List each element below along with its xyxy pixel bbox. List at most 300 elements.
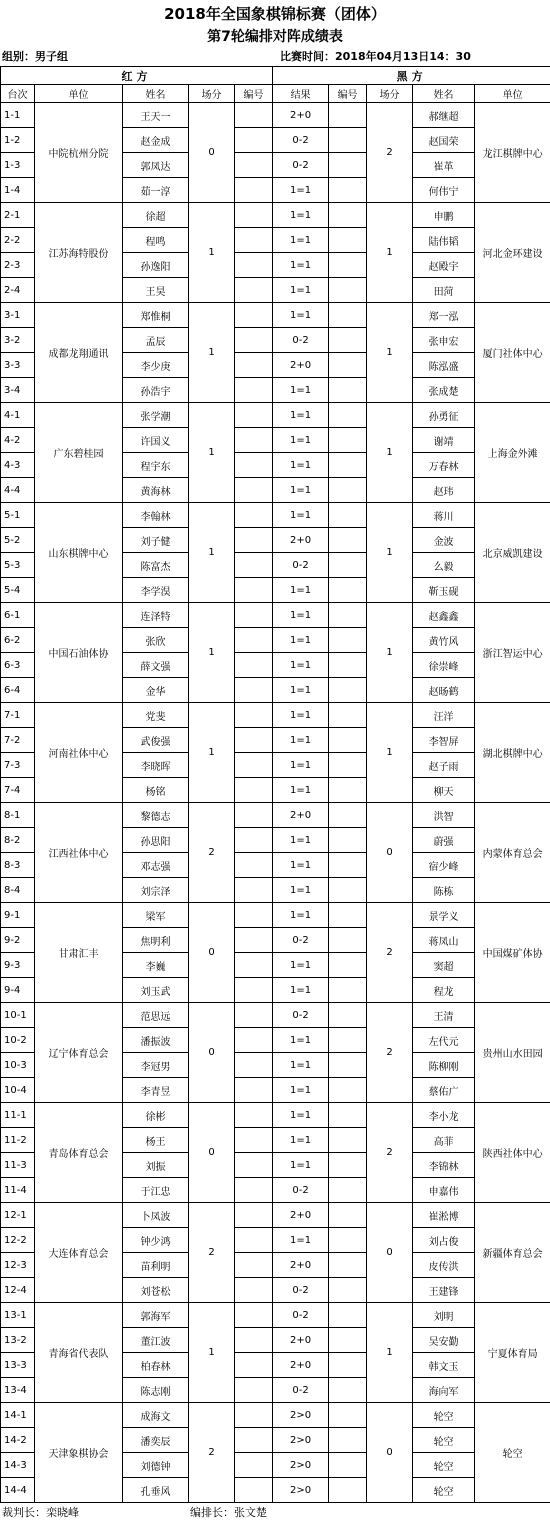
red-player-number <box>235 253 273 278</box>
board-row <box>1 403 550 428</box>
black-match-score: 1 <box>367 503 413 603</box>
board-row <box>1 1403 550 1428</box>
board-number: 6-2 <box>1 628 35 653</box>
column-header-row <box>1 85 550 103</box>
black-match-score: 1 <box>367 603 413 703</box>
side-header-row <box>1 67 550 85</box>
red-match-score: 2 <box>189 1203 235 1303</box>
red-player: 孙浩宇 <box>123 378 189 403</box>
board-number: 11-3 <box>1 1153 35 1178</box>
black-player: 申鹏 <box>413 203 475 228</box>
red-player: 张学潮 <box>123 403 189 428</box>
board-result: 1=1 <box>273 778 329 803</box>
black-match-score: 0 <box>367 1403 413 1503</box>
board-number: 2-2 <box>1 228 35 253</box>
red-player-number <box>235 1128 273 1153</box>
board-number: 12-2 <box>1 1228 35 1253</box>
board-number: 10-4 <box>1 1078 35 1103</box>
red-player: 成海文 <box>123 1403 189 1428</box>
board-number: 3-1 <box>1 303 35 328</box>
red-team: 大连体育总会 <box>35 1203 123 1303</box>
black-player-number <box>329 853 367 878</box>
board-number: 14-4 <box>1 1478 35 1503</box>
red-player-number <box>235 428 273 453</box>
red-player-number <box>235 1253 273 1278</box>
board-number: 7-4 <box>1 778 35 803</box>
board-number: 8-2 <box>1 828 35 853</box>
black-player: 孙勇征 <box>413 403 475 428</box>
red-player-number <box>235 703 273 728</box>
black-player: 郑一泓 <box>413 303 475 328</box>
board-number: 4-4 <box>1 478 35 503</box>
black-match-score: 2 <box>367 1103 413 1203</box>
board-result: 2>0 <box>273 1403 329 1428</box>
black-player-number <box>329 303 367 328</box>
black-player: 轮空 <box>413 1403 475 1428</box>
red-team: 中国石油体协 <box>35 603 123 703</box>
black-player: 轮空 <box>413 1478 475 1503</box>
red-team: 江西社体中心 <box>35 803 123 903</box>
board-result: 1=1 <box>273 503 329 528</box>
black-player: 申嘉伟 <box>413 1178 475 1203</box>
red-player: 连泽特 <box>123 603 189 628</box>
board-result: 1=1 <box>273 728 329 753</box>
black-player: 刘占俊 <box>413 1228 475 1253</box>
black-match-score: 1 <box>367 303 413 403</box>
black-player-number <box>329 628 367 653</box>
red-player-number <box>235 1103 273 1128</box>
board-number: 10-1 <box>1 1003 35 1028</box>
red-player: 于江忠 <box>123 1178 189 1203</box>
red-player-number <box>235 1303 273 1328</box>
black-player-number <box>329 1453 367 1478</box>
board-number: 3-3 <box>1 353 35 378</box>
black-match-score: 1 <box>367 1303 413 1403</box>
black-player: 赵鑫鑫 <box>413 603 475 628</box>
board-result: 0-2 <box>273 128 329 153</box>
board-number: 12-1 <box>1 1203 35 1228</box>
black-player: 金波 <box>413 528 475 553</box>
board-row <box>1 1203 550 1228</box>
board-result: 0-2 <box>273 553 329 578</box>
black-player: 王清 <box>413 1003 475 1028</box>
black-player-number <box>329 678 367 703</box>
black-side-label: 黑方 <box>273 67 550 85</box>
red-player: 李冠男 <box>123 1053 189 1078</box>
red-side-label: 红方 <box>1 67 273 85</box>
board-result: 1=1 <box>273 753 329 778</box>
black-player: 蔚强 <box>413 828 475 853</box>
board-result: 1=1 <box>273 228 329 253</box>
black-player-number <box>329 578 367 603</box>
board-number: 11-2 <box>1 1128 35 1153</box>
red-player: 李少庚 <box>123 353 189 378</box>
black-player-number <box>329 103 367 128</box>
header-board: 台次 <box>1 85 35 103</box>
red-player: 黄海林 <box>123 478 189 503</box>
board-number: 5-2 <box>1 528 35 553</box>
board-result: 2+0 <box>273 1253 329 1278</box>
black-player-number <box>329 728 367 753</box>
black-player-number <box>329 1228 367 1253</box>
board-number: 2-4 <box>1 278 35 303</box>
red-player-number <box>235 653 273 678</box>
board-result: 1=1 <box>273 1053 329 1078</box>
black-player-number <box>329 1078 367 1103</box>
board-row <box>1 903 550 928</box>
red-player-number <box>235 778 273 803</box>
black-player: 蒋凤山 <box>413 928 475 953</box>
board-number: 7-2 <box>1 728 35 753</box>
board-number: 13-3 <box>1 1353 35 1378</box>
board-number: 3-4 <box>1 378 35 403</box>
red-match-score: 0 <box>189 903 235 1003</box>
black-player: 谢靖 <box>413 428 475 453</box>
board-number: 1-1 <box>1 103 35 128</box>
red-player: 孙思阳 <box>123 828 189 853</box>
red-player-number <box>235 1353 273 1378</box>
red-player-number <box>235 503 273 528</box>
black-player-number <box>329 478 367 503</box>
red-player-number <box>235 278 273 303</box>
red-player: 卜凤波 <box>123 1203 189 1228</box>
black-player: 左代元 <box>413 1028 475 1053</box>
board-row <box>1 603 550 628</box>
board-result: 2+0 <box>273 353 329 378</box>
red-player: 范思远 <box>123 1003 189 1028</box>
board-result: 0-2 <box>273 1003 329 1028</box>
red-player-number <box>235 1153 273 1178</box>
black-player: 程龙 <box>413 978 475 1003</box>
board-number: 6-4 <box>1 678 35 703</box>
black-player-number <box>329 1428 367 1453</box>
red-match-score: 1 <box>189 403 235 503</box>
board-result: 1=1 <box>273 578 329 603</box>
red-player: 张欣 <box>123 628 189 653</box>
red-player: 苗利明 <box>123 1253 189 1278</box>
board-result: 1=1 <box>273 1103 329 1128</box>
black-player: 蔡佑广 <box>413 1078 475 1103</box>
black-team: 龙江棋牌中心 <box>475 103 550 203</box>
board-row <box>1 803 550 828</box>
red-player: 李青昱 <box>123 1078 189 1103</box>
red-player: 薛文强 <box>123 653 189 678</box>
board-result: 1=1 <box>273 1128 329 1153</box>
black-player-number <box>329 203 367 228</box>
red-player: 孟辰 <box>123 328 189 353</box>
red-player-number <box>235 303 273 328</box>
red-player: 潘奕辰 <box>123 1428 189 1453</box>
black-player: 李小龙 <box>413 1103 475 1128</box>
red-player-number <box>235 953 273 978</box>
black-player: 陈泓盛 <box>413 353 475 378</box>
black-player: 陈栋 <box>413 878 475 903</box>
red-player: 柏春林 <box>123 1353 189 1378</box>
red-player: 刘玉武 <box>123 978 189 1003</box>
board-result: 2+0 <box>273 1203 329 1228</box>
red-player-number <box>235 128 273 153</box>
black-player-number <box>329 278 367 303</box>
red-player-number <box>235 1203 273 1228</box>
red-team: 辽宁体育总会 <box>35 1003 123 1103</box>
board-number: 8-1 <box>1 803 35 828</box>
board-result: 2+0 <box>273 103 329 128</box>
red-team: 广东碧桂园 <box>35 403 123 503</box>
red-player: 李巍 <box>123 953 189 978</box>
board-result: 2>0 <box>273 1428 329 1453</box>
board-number: 14-1 <box>1 1403 35 1428</box>
red-player: 徐超 <box>123 203 189 228</box>
board-result: 0-2 <box>273 1278 329 1303</box>
black-player: 么毅 <box>413 553 475 578</box>
red-player: 刘子健 <box>123 528 189 553</box>
black-player: 景学义 <box>413 903 475 928</box>
black-player-number <box>329 378 367 403</box>
black-player-number <box>329 828 367 853</box>
red-player-number <box>235 528 273 553</box>
black-player-number <box>329 903 367 928</box>
board-number: 9-4 <box>1 978 35 1003</box>
black-team: 宁夏体育局 <box>475 1303 550 1403</box>
header-red-name: 姓名 <box>123 85 189 103</box>
red-player: 许国义 <box>123 428 189 453</box>
header-black-name: 姓名 <box>413 85 475 103</box>
red-player: 孔垂风 <box>123 1478 189 1503</box>
black-player-number <box>329 403 367 428</box>
black-player: 柳天 <box>413 778 475 803</box>
black-player: 皮传洪 <box>413 1253 475 1278</box>
red-player-number <box>235 378 273 403</box>
black-match-score: 0 <box>367 803 413 903</box>
red-match-score: 0 <box>189 1103 235 1203</box>
black-player-number <box>329 328 367 353</box>
red-player-number <box>235 828 273 853</box>
red-player-number <box>235 803 273 828</box>
board-result: 1=1 <box>273 603 329 628</box>
red-player: 郭海军 <box>123 1303 189 1328</box>
black-player: 陆伟韬 <box>413 228 475 253</box>
header-black-score: 场分 <box>367 85 413 103</box>
black-player-number <box>329 503 367 528</box>
black-player: 崔淞博 <box>413 1203 475 1228</box>
red-player: 茹一淳 <box>123 178 189 203</box>
red-match-score: 1 <box>189 1303 235 1403</box>
board-number: 10-3 <box>1 1053 35 1078</box>
board-result: 0-2 <box>273 928 329 953</box>
board-result: 2>0 <box>273 1453 329 1478</box>
black-player-number <box>329 1328 367 1353</box>
board-number: 4-3 <box>1 453 35 478</box>
board-number: 4-1 <box>1 403 35 428</box>
board-result: 1=1 <box>273 878 329 903</box>
black-player: 轮空 <box>413 1428 475 1453</box>
red-player: 黎德志 <box>123 803 189 828</box>
board-result: 0-2 <box>273 1378 329 1403</box>
board-number: 13-1 <box>1 1303 35 1328</box>
board-result: 1=1 <box>273 953 329 978</box>
black-player: 赵子雨 <box>413 753 475 778</box>
red-player: 杨王 <box>123 1128 189 1153</box>
black-team: 上海金外滩 <box>475 403 550 503</box>
red-team: 山东棋牌中心 <box>35 503 123 603</box>
board-result: 1=1 <box>273 178 329 203</box>
black-player-number <box>329 253 367 278</box>
board-number: 12-3 <box>1 1253 35 1278</box>
red-player: 郭凤达 <box>123 153 189 178</box>
board-result: 1=1 <box>273 853 329 878</box>
red-player-number <box>235 978 273 1003</box>
black-player: 徐崇峰 <box>413 653 475 678</box>
board-result: 0-2 <box>273 1303 329 1328</box>
board-number: 3-2 <box>1 328 35 353</box>
red-player: 钟少鸿 <box>123 1228 189 1253</box>
board-result: 1=1 <box>273 653 329 678</box>
black-player-number <box>329 528 367 553</box>
board-result: 1=1 <box>273 1078 329 1103</box>
red-player-number <box>235 1453 273 1478</box>
black-player: 赵国荣 <box>413 128 475 153</box>
red-player: 焦明利 <box>123 928 189 953</box>
black-team: 中国煤矿体协 <box>475 903 550 1003</box>
black-match-score: 1 <box>367 703 413 803</box>
board-result: 1=1 <box>273 1028 329 1053</box>
red-team: 江苏海特股份 <box>35 203 123 303</box>
board-result: 1=1 <box>273 253 329 278</box>
black-player-number <box>329 353 367 378</box>
black-player-number <box>329 1153 367 1178</box>
black-player-number <box>329 778 367 803</box>
board-result: 1=1 <box>273 428 329 453</box>
black-player-number <box>329 1403 367 1428</box>
red-player-number <box>235 1328 273 1353</box>
black-player-number <box>329 1028 367 1053</box>
red-player-number <box>235 1278 273 1303</box>
red-player-number <box>235 1428 273 1453</box>
black-player: 靳玉砚 <box>413 578 475 603</box>
red-match-score: 2 <box>189 803 235 903</box>
board-number: 8-4 <box>1 878 35 903</box>
page-subtitle: 第7轮编排对阵成绩表 <box>207 29 343 45</box>
black-player: 窦超 <box>413 953 475 978</box>
red-player-number <box>235 903 273 928</box>
board-number: 10-2 <box>1 1028 35 1053</box>
red-match-score: 1 <box>189 603 235 703</box>
black-player: 赵殿宇 <box>413 253 475 278</box>
black-player-number <box>329 1278 367 1303</box>
red-match-score: 1 <box>189 703 235 803</box>
red-team: 青海省代表队 <box>35 1303 123 1403</box>
board-result: 1=1 <box>273 303 329 328</box>
black-player: 韩文玉 <box>413 1353 475 1378</box>
red-team: 青岛体育总会 <box>35 1103 123 1203</box>
red-player-number <box>235 928 273 953</box>
black-player-number <box>329 453 367 478</box>
red-player-number <box>235 403 273 428</box>
black-player-number <box>329 128 367 153</box>
red-player-number <box>235 1228 273 1253</box>
black-player: 高菲 <box>413 1128 475 1153</box>
info-bar <box>0 48 550 66</box>
black-player-number <box>329 928 367 953</box>
red-player: 刘德钟 <box>123 1453 189 1478</box>
red-player-number <box>235 853 273 878</box>
board-result: 1=1 <box>273 453 329 478</box>
red-player-number <box>235 603 273 628</box>
board-number: 2-1 <box>1 203 35 228</box>
black-player: 海向军 <box>413 1378 475 1403</box>
board-number: 9-3 <box>1 953 35 978</box>
black-team: 北京威凯建设 <box>475 503 550 603</box>
red-player: 潘振波 <box>123 1028 189 1053</box>
black-player-number <box>329 428 367 453</box>
arbiter: 编排长：张文楚 <box>190 1506 267 1519</box>
red-player: 赵金成 <box>123 128 189 153</box>
red-team: 河南社体中心 <box>35 703 123 803</box>
black-team: 湖北棋牌中心 <box>475 703 550 803</box>
red-player-number <box>235 1378 273 1403</box>
black-team: 轮空 <box>475 1403 550 1503</box>
board-result: 1=1 <box>273 403 329 428</box>
match-time: 比赛时间：2018年04月13日14：30 <box>280 50 471 63</box>
black-player-number <box>329 953 367 978</box>
red-player-number <box>235 578 273 603</box>
black-player-number <box>329 228 367 253</box>
board-number: 8-3 <box>1 853 35 878</box>
black-team: 贵州山水田园 <box>475 1003 550 1103</box>
red-match-score: 2 <box>189 1403 235 1503</box>
black-team: 厦门社体中心 <box>475 303 550 403</box>
black-match-score: 1 <box>367 403 413 503</box>
red-player: 刘宗泽 <box>123 878 189 903</box>
red-team: 中院杭州分院 <box>35 103 123 203</box>
board-number: 6-1 <box>1 603 35 628</box>
board-number: 5-3 <box>1 553 35 578</box>
black-player-number <box>329 753 367 778</box>
black-player: 田菏 <box>413 278 475 303</box>
red-player-number <box>235 1478 273 1503</box>
black-player-number <box>329 1053 367 1078</box>
chief-referee: 裁判长：栾晓峰 <box>2 1506 79 1519</box>
board-row <box>1 1103 550 1128</box>
black-player: 李锦林 <box>413 1153 475 1178</box>
red-player-number <box>235 178 273 203</box>
red-player-number <box>235 1053 273 1078</box>
red-match-score: 1 <box>189 203 235 303</box>
black-team: 新疆体育总会 <box>475 1203 550 1303</box>
red-player-number <box>235 103 273 128</box>
black-player: 崔革 <box>413 153 475 178</box>
red-player: 武俊强 <box>123 728 189 753</box>
black-player: 张申宏 <box>413 328 475 353</box>
black-player: 宿少峰 <box>413 853 475 878</box>
red-player: 陈志刚 <box>123 1378 189 1403</box>
red-player-number <box>235 628 273 653</box>
black-team: 陕西社体中心 <box>475 1103 550 1203</box>
black-player: 陈柳刚 <box>413 1053 475 1078</box>
black-match-score: 2 <box>367 903 413 1003</box>
board-row <box>1 303 550 328</box>
board-result: 1=1 <box>273 678 329 703</box>
black-player-number <box>329 553 367 578</box>
red-player-number <box>235 153 273 178</box>
black-team: 河北金环建设 <box>475 203 550 303</box>
black-player: 王建锋 <box>413 1278 475 1303</box>
black-match-score: 2 <box>367 103 413 203</box>
board-result: 2+0 <box>273 1328 329 1353</box>
red-team: 天津象棋协会 <box>35 1403 123 1503</box>
board-number: 6-3 <box>1 653 35 678</box>
red-player-number <box>235 328 273 353</box>
